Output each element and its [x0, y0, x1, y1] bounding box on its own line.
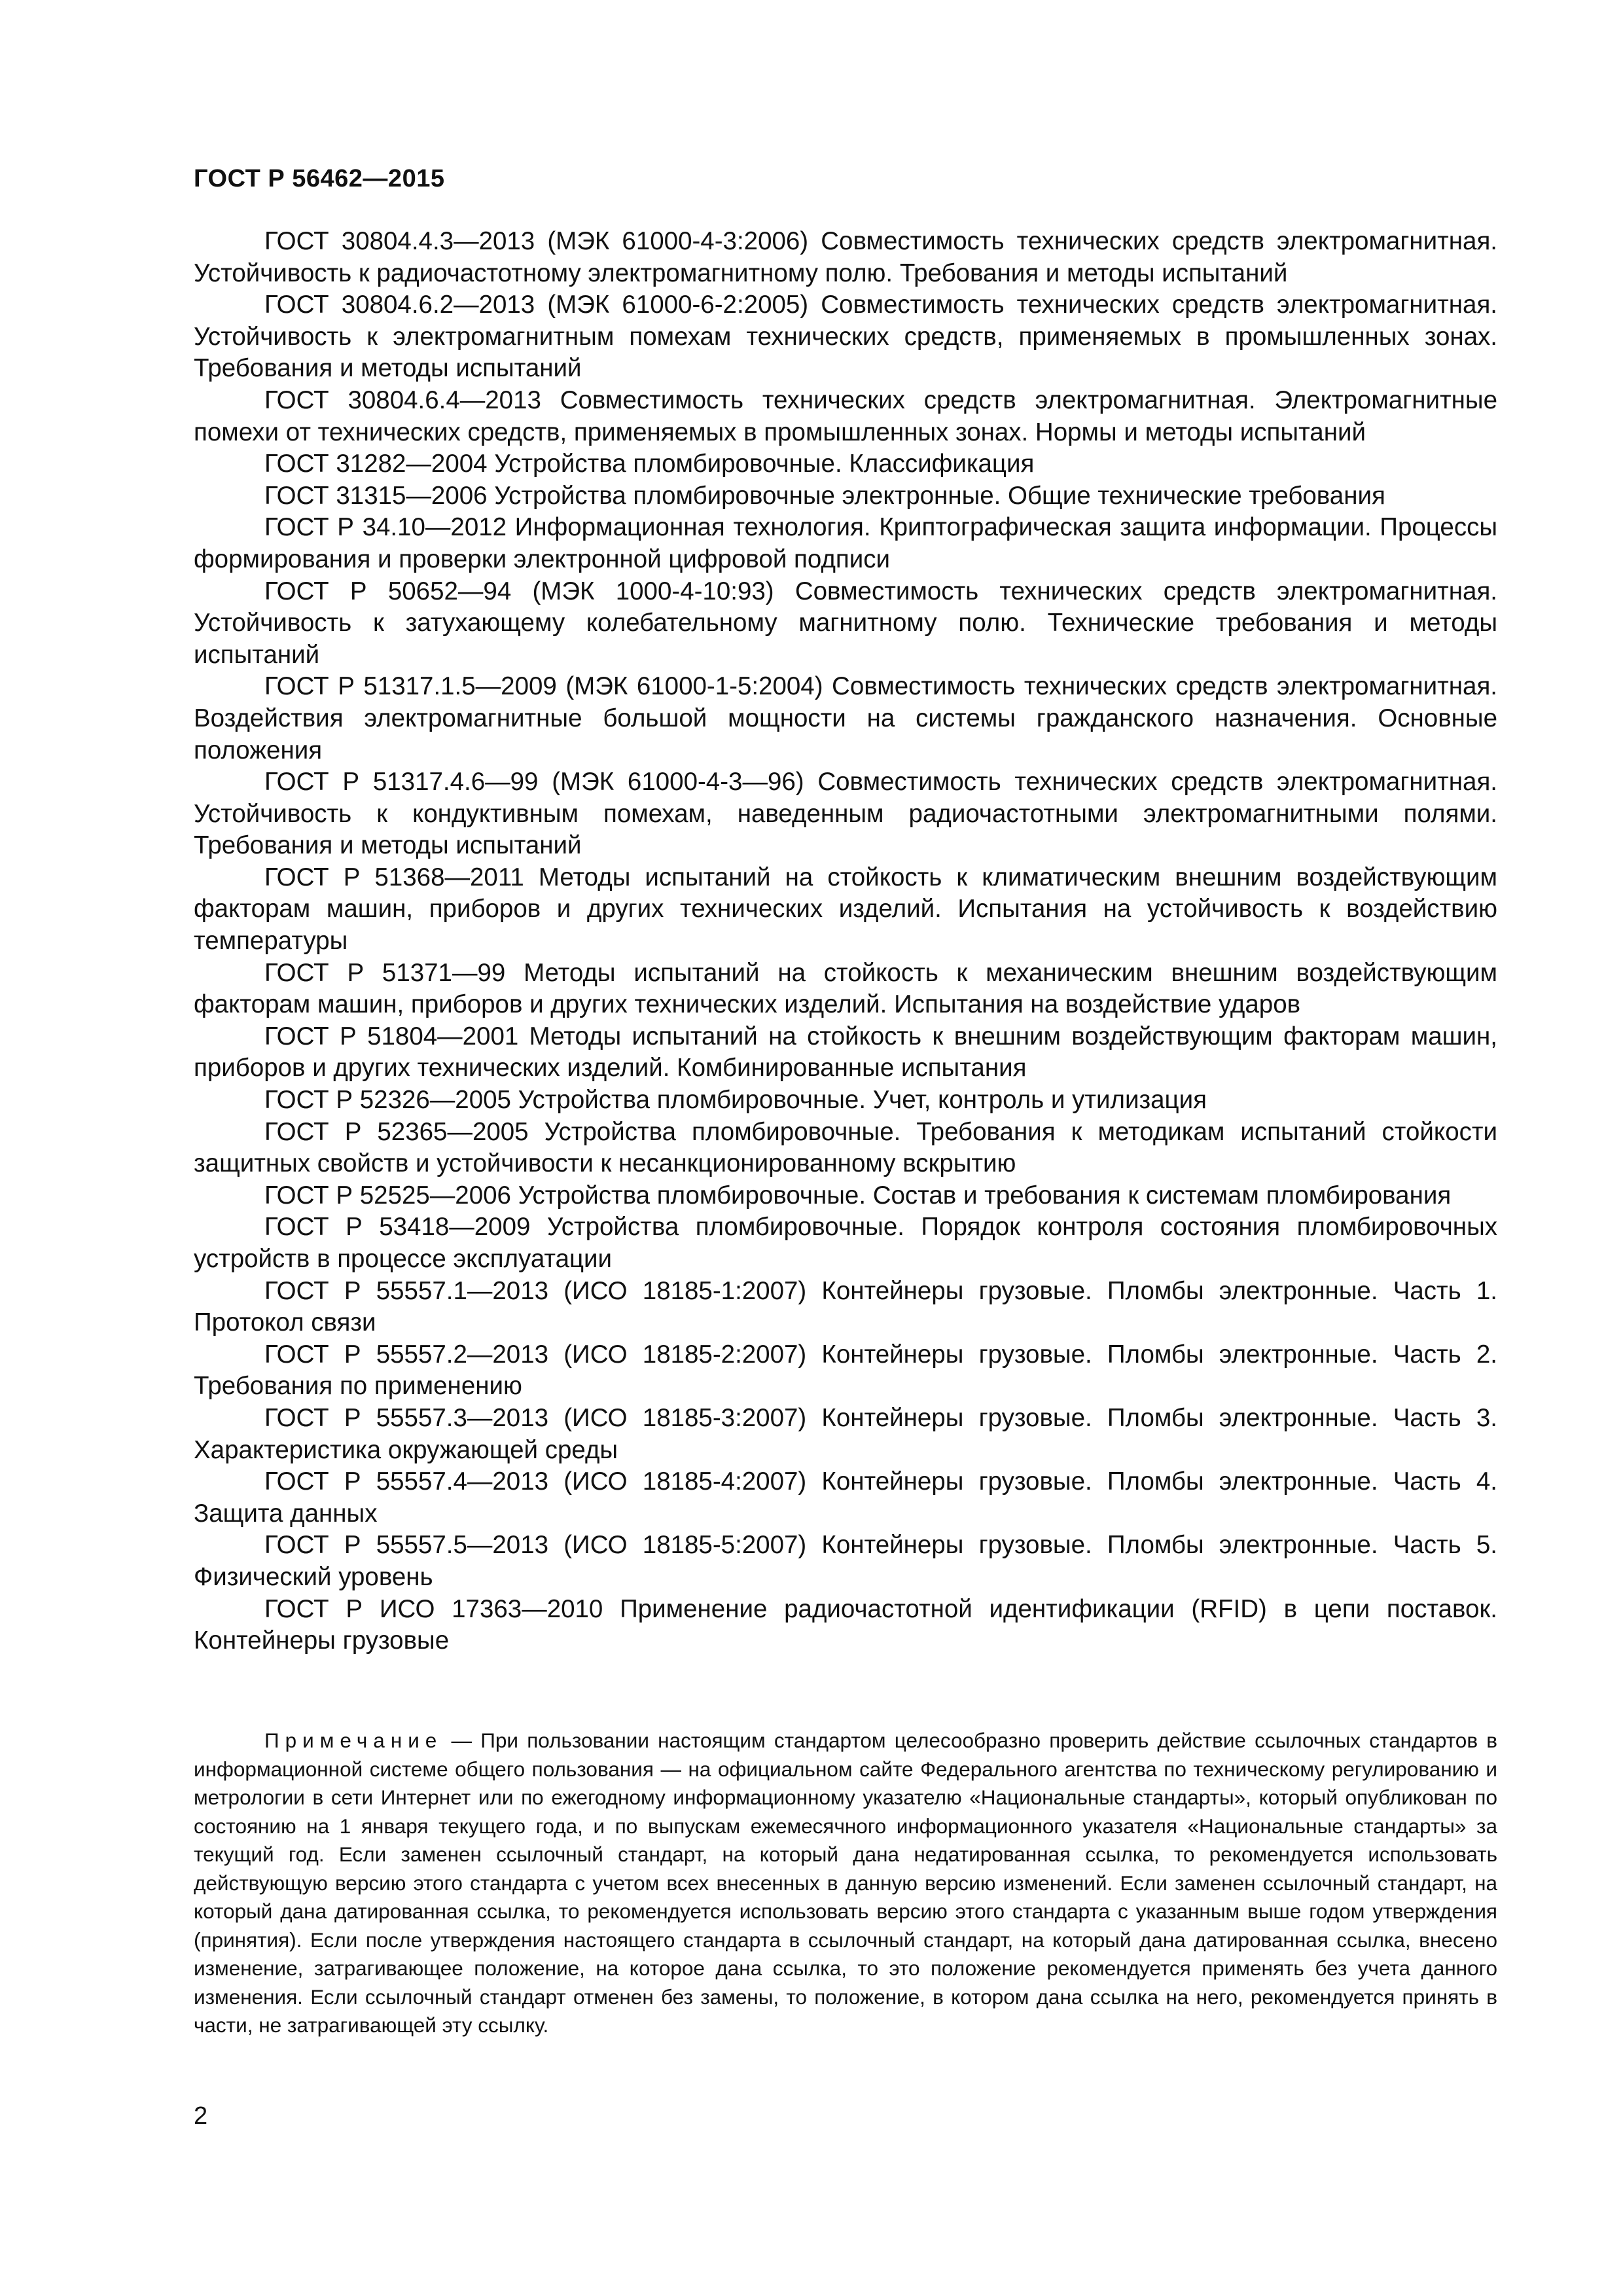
reference-item: ГОСТ Р 51317.1.5—2009 (МЭК 61000-1-5:2004) Совместимость технических средств электромагнитная. Воздействия электромагнитные большой мощности на системы гражданского назначения. Основные положения: [194, 672, 1497, 764]
reference-item: ГОСТ 30804.6.4—2013 Совместимость технических средств электромагнитная. Электромагнитные помехи от технических средств, применяемых в промышленных зонах. Нормы и методы испытаний: [194, 386, 1497, 446]
reference-item: ГОСТ Р 52326—2005 Устройства пломбировочные. Учет, контроль и утилизация: [264, 1086, 1207, 1115]
reference-item: ГОСТ 30804.6.2—2013 (МЭК 61000-6-2:2005) Совместимость технических средств электромагнитная. Устойчивость к электромагнитным помехам технических средств, применяемых в промышленных зонах. Требования и методы испытаний: [194, 291, 1497, 383]
note-label: Примечание: [264, 1729, 443, 1752]
reference-item: ГОСТ Р 51804—2001 Методы испытаний на стойкость к внешним воздействующим факторам машин, приборов и других технических изделий. Комбинированные испытания: [194, 1022, 1497, 1083]
reference-item: ГОСТ Р 55557.1—2013 (ИСО 18185-1:2007) Контейнеры грузовые. Пломбы электронные. Часть 1. Протокол связи: [194, 1276, 1497, 1337]
reference-item: ГОСТ Р 50652—94 (МЭК 1000-4-10:93) Совместимость технических средств электромагнитная. Устойчивость к затухающему колебательному магнитному полю. Технические требования и методы испытаний: [194, 577, 1497, 669]
reference-item: ГОСТ Р 51371—99 Методы испытаний на стойкость к механическим внешним воздействующим факторам машин, приборов и других технических изделий. Испытания на воздействие ударов: [194, 958, 1497, 1019]
reference-item: ГОСТ Р 51317.4.6—99 (МЭК 61000-4-3—96) Совместимость технических средств электромагнитная. Устойчивость к кондуктивным помехам, наведенным радиочастотными электромагнитными полями. Требования и методы испытаний: [194, 768, 1497, 860]
normative-references-list: [194, 226, 1497, 1657]
reference-item: ГОСТ Р 55557.3—2013 (ИСО 18185-3:2007) Контейнеры грузовые. Пломбы электронные. Часть 3. Характеристика окружающей среды: [194, 1403, 1497, 1464]
reference-item: ГОСТ Р ИСО 17363—2010 Применение радиочастотной идентификации (RFID) в цепи поставок. Контейнеры грузовые: [194, 1594, 1497, 1655]
reference-item: ГОСТ Р 51368—2011 Методы испытаний на стойкость к климатическим внешним воздействующим факторам машин, приборов и других технических изделий. Испытания на устойчивость к воздействию температуры: [194, 863, 1497, 956]
reference-item: ГОСТ 31315—2006 Устройства пломбировочные электронные. Общие технические требования: [264, 481, 1385, 510]
reference-item: ГОСТ Р 52365—2005 Устройства пломбировочные. Требования к методикам испытаний стойкости защитных свойств и устойчивости к несанкционированному вскрытию: [194, 1117, 1497, 1178]
note-paragraph: [194, 1727, 1497, 2040]
reference-item: ГОСТ Р 55557.5—2013 (ИСО 18185-5:2007) Контейнеры грузовые. Пломбы электронные. Часть 5. Физический уровень: [194, 1531, 1497, 1591]
page-number: 2: [194, 2102, 208, 2130]
reference-item: ГОСТ Р 34.10—2012 Информационная технология. Криптографическая защита информации. Процессы формирования и проверки электронной цифровой подписи: [194, 513, 1497, 573]
note-text: — При пользовании настоящим стандартом целесообразно проверить действие ссылочных стандартов в информационной системе общего пользования — на официальном сайте Федерального агентства по техническому регулированию и метрологии в сети Интернет или по ежегодному информационному указателю «Национальные стандарты», который опубликован по состоянию на 1 января текущего года, и по выпускам ежемесячного информационного указателя «Национальные стандарты» за текущий год. Если заменен ссылочный стандарт, на который дана недатированная ссылка, то рекомендуется использовать действующую версию этого стандарта с учетом всех внесенных в данную версию изменений. Если заменен ссылочный стандарт, на который дана датированная ссылка, то рекомендуется использовать версию этого стандарта с указанным выше годом утверждения (принятия). Если после утверждения настоящего стандарта в ссылочный стандарт, на который дана датированная ссылка, внесено изменение, затрагивающее положение, на которое дана ссылка, то это положение рекомендуется применять без учета данного изменения. Если ссылочный стандарт отменен без замены, то положение, в котором дана ссылка на него, рекомендуется принять в части, не затрагивающей эту ссылку.: [194, 1729, 1497, 2037]
reference-item: ГОСТ Р 55557.4—2013 (ИСО 18185-4:2007) Контейнеры грузовые. Пломбы электронные. Часть 4. Защита данных: [194, 1467, 1497, 1528]
reference-item: ГОСТ 30804.4.3—2013 (МЭК 61000-4-3:2006) Совместимость технических средств электромагнитная. Устойчивость к радиочастотному электромагнитному полю. Требования и методы испытаний: [194, 227, 1497, 287]
reference-item: ГОСТ Р 55557.2—2013 (ИСО 18185-2:2007) Контейнеры грузовые. Пломбы электронные. Часть 2. Требования по применению: [194, 1340, 1497, 1401]
reference-item: ГОСТ Р 52525—2006 Устройства пломбировочные. Состав и требования к системам пломбирования: [264, 1181, 1452, 1210]
reference-item: ГОСТ 31282—2004 Устройства пломбировочные. Классификация: [264, 450, 1035, 478]
standard-code-header: ГОСТ Р 56462—2015: [194, 165, 445, 192]
reference-item: ГОСТ Р 53418—2009 Устройства пломбировочные. Порядок контроля состояния пломбировочных устройств в процессе эксплуатации: [194, 1213, 1497, 1273]
